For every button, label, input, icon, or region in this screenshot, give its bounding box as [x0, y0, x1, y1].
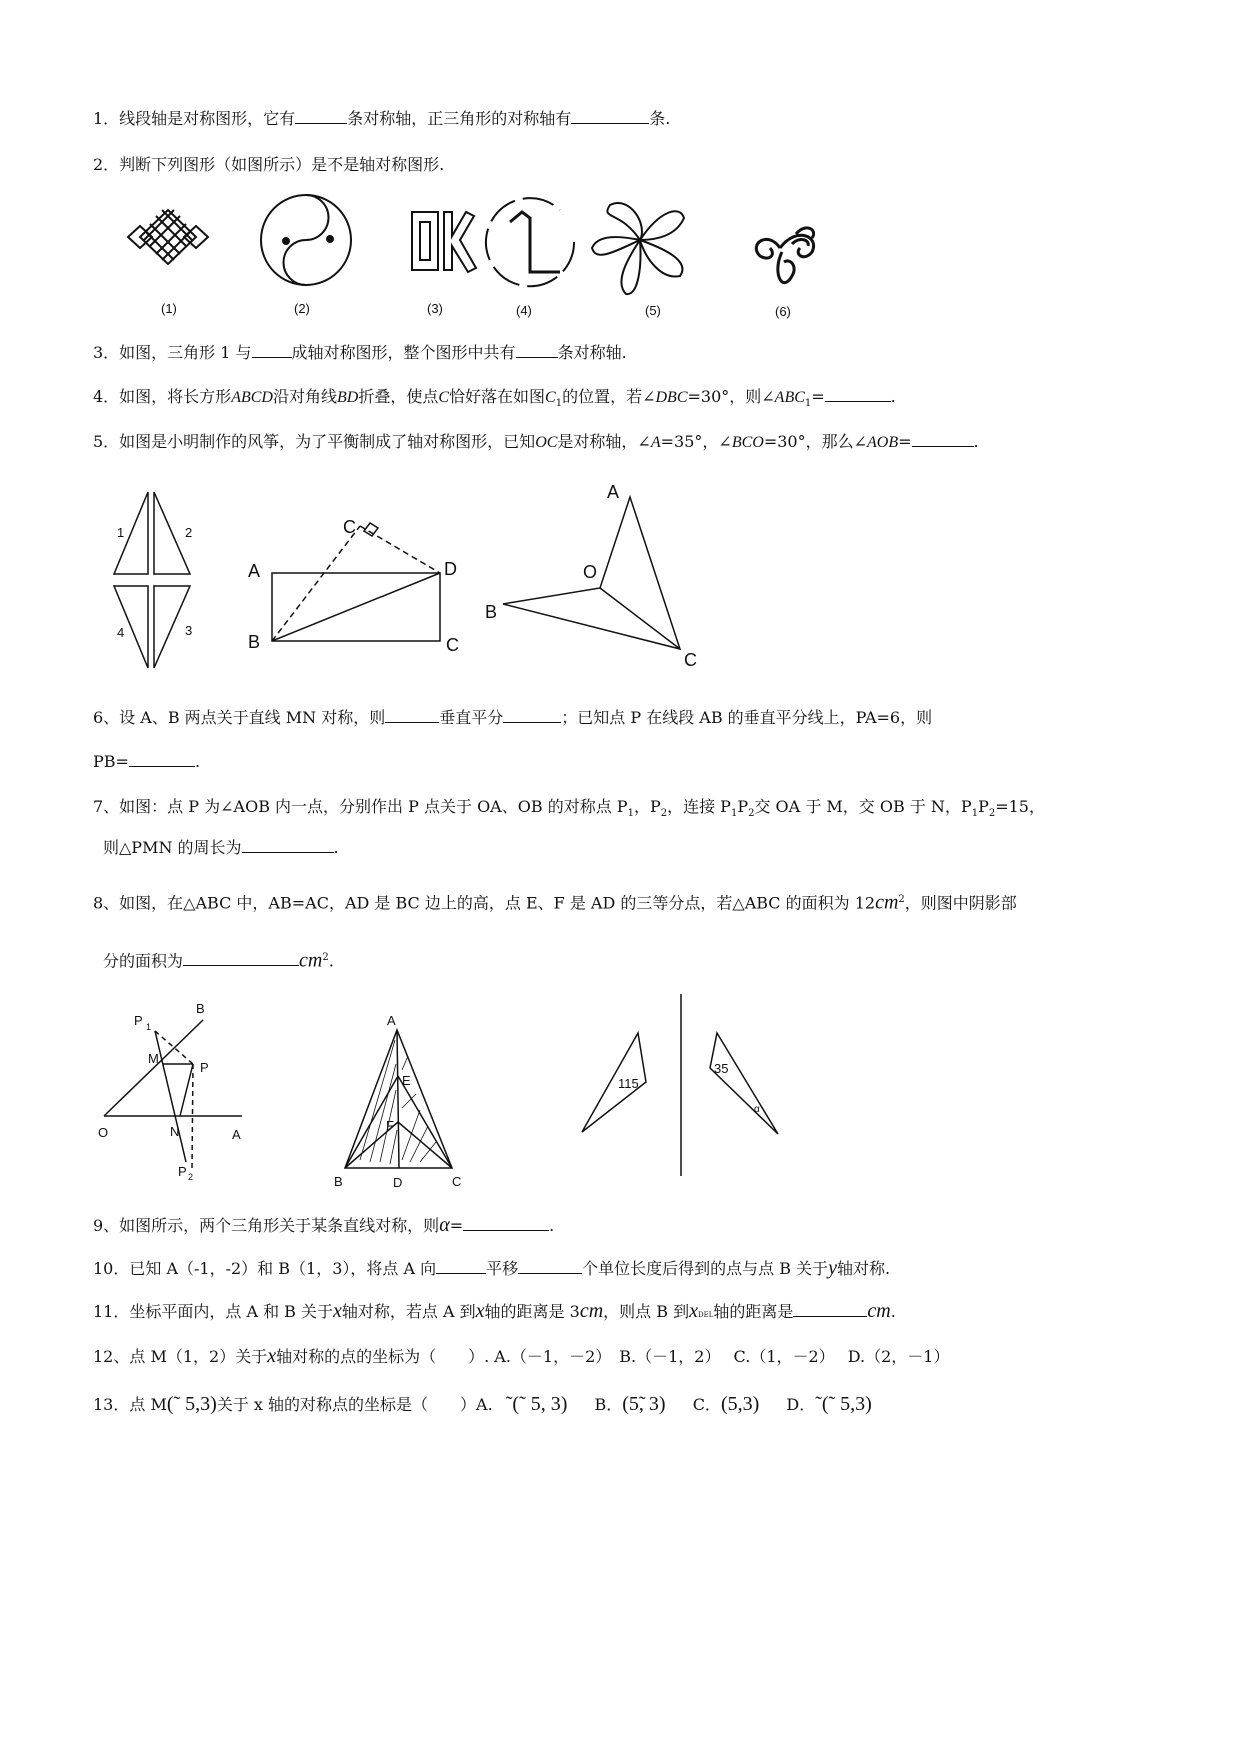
- q8-sup: 2: [322, 952, 329, 963]
- angle-reflection-figure: [104, 1020, 242, 1168]
- q4-text: .: [890, 387, 896, 406]
- q11-text: 轴对称，若点 A 到: [341, 1302, 476, 1321]
- q4-sub: 1: [555, 398, 563, 410]
- q13-text: B．: [594, 1395, 623, 1414]
- q4-text: 4．如图，将长方形: [93, 387, 232, 406]
- q10-y: y: [828, 1257, 837, 1279]
- q5-text: =35°，∠: [660, 432, 732, 451]
- q11-unit: cm: [867, 1300, 891, 1322]
- symmetric-triangles-figure: [582, 994, 778, 1176]
- q7-text: 则△PMN 的周长为: [103, 838, 242, 857]
- angle-label: 35: [714, 1061, 729, 1076]
- pt-label: A: [232, 1127, 241, 1142]
- angle-label: α: [754, 1104, 760, 1115]
- q3-text-b: 成轴对称图形，整个图形中共有: [291, 343, 516, 362]
- q5-text: .: [973, 432, 979, 451]
- q6-text: PB=: [93, 752, 129, 771]
- knot-figure: [128, 210, 208, 264]
- pt-label: A: [607, 482, 620, 502]
- pt-label: F: [386, 1118, 394, 1133]
- q4-text: =: [811, 387, 825, 406]
- q7-sub: 2: [988, 808, 996, 820]
- q7-text: ，P: [633, 797, 661, 816]
- q5-text: 是对称轴，∠: [557, 432, 651, 451]
- q7-sub: 2: [748, 808, 755, 820]
- q4-text: 折叠，使点: [358, 387, 439, 406]
- q5-bco: BCO: [731, 434, 764, 451]
- q11-text: 轴的距离是 3: [484, 1302, 580, 1321]
- fig-label: (1): [161, 301, 177, 316]
- pt-label: 2: [188, 1172, 194, 1182]
- pt-label: B: [248, 632, 261, 652]
- fig-label: (2): [294, 301, 310, 316]
- q4-bd: BD: [336, 389, 359, 406]
- q13-text: D．: [786, 1395, 816, 1414]
- q13-option-b: (5̃, 3): [622, 1393, 666, 1415]
- q5-text: 5．如图是小明制作的风筝，为了平衡制成了轴对称图形，已知: [93, 432, 536, 451]
- pt-label: 1: [146, 1022, 152, 1032]
- q8-sup: 2: [898, 894, 905, 905]
- q13-text: 13．点 M: [93, 1395, 167, 1414]
- q6-text: ；已知点 P 在线段 AB 的垂直平分线上，PA=6，则: [561, 708, 933, 727]
- pt-label: D: [393, 1175, 403, 1190]
- q3-text-c: 条对称轴.: [557, 343, 627, 362]
- tri-label: 4: [117, 625, 125, 640]
- q13-text: 关于 x 轴的对称点的坐标是（ ）A.: [216, 1395, 493, 1414]
- tri-label: 2: [185, 525, 193, 540]
- q4-text: =30°，则∠: [687, 387, 775, 406]
- question-2: 2．判断下列图形（如图所示）是不是轴对称图形.: [93, 155, 445, 174]
- q1-text-b: 条对称轴，正三角形的对称轴有: [347, 109, 572, 128]
- pt-label: P: [178, 1164, 187, 1179]
- q11-text: ，则点 B 到: [603, 1302, 690, 1321]
- q1-text-c: 条.: [649, 109, 671, 128]
- q9-text: =: [449, 1216, 464, 1235]
- q4-dbc: DBC: [655, 389, 688, 406]
- pt-label: C: [343, 517, 356, 537]
- pt-label: C: [684, 650, 697, 670]
- pt-label: N: [170, 1124, 180, 1139]
- q10-text: 平移: [486, 1259, 519, 1278]
- angle-label: 115: [618, 1076, 639, 1091]
- q11-x: x: [475, 1300, 485, 1322]
- q5-aob: AOB: [867, 434, 899, 451]
- q13-option-d: ˜(˜ 5,3): [815, 1393, 872, 1415]
- q5-oc: OC: [535, 434, 558, 451]
- q7-text: P: [737, 797, 749, 816]
- q4-sub: 1: [804, 398, 812, 410]
- pt-label: M: [148, 1051, 159, 1066]
- tri-label: 3: [185, 623, 193, 638]
- q12-text: 12、点 M（1，2）关于: [93, 1347, 268, 1366]
- q10-text: 轴对称.: [836, 1259, 891, 1278]
- q6-text: 垂直平分: [439, 708, 504, 727]
- rectangle-fold-figure: [272, 523, 440, 641]
- flower-figure: [592, 203, 684, 294]
- q4-text: 恰好落在如图: [449, 387, 546, 406]
- pt-label: O: [98, 1125, 109, 1140]
- fig-label: (4): [516, 303, 532, 318]
- q11-unit: cm: [579, 1300, 604, 1322]
- q13-point: (˜ 5,3): [166, 1393, 217, 1415]
- q4-text: 的位置，若∠: [562, 387, 656, 406]
- pt-label: B: [196, 1001, 205, 1016]
- q7-text: 交 OA 于 M，交 OB 于 N，P: [754, 797, 972, 816]
- q9-text: .: [549, 1216, 555, 1235]
- fig-label: (5): [645, 303, 661, 318]
- q4-c1: C: [545, 389, 556, 406]
- pt-label: A: [387, 1013, 396, 1028]
- q7-text: .: [333, 838, 339, 857]
- q11-text: 11．坐标平面内，点 A 和 B 关于: [93, 1302, 334, 1321]
- q7-sub: 1: [627, 808, 634, 820]
- q6-text: .: [194, 752, 201, 771]
- q4-abc1: ABC: [774, 389, 805, 406]
- q7-text: ，连接 P: [667, 797, 731, 816]
- pt-label: O: [583, 562, 598, 582]
- pt-label: P: [200, 1060, 209, 1075]
- yin-yang-figure: [261, 195, 351, 285]
- q11-x: x: [333, 1300, 342, 1322]
- q7-sub: 1: [971, 808, 979, 820]
- pt-label: P: [134, 1013, 143, 1028]
- row2-labels: [98, 1001, 760, 1190]
- fig-label: (6): [775, 304, 791, 319]
- q7-text: 7、如图：点 P 为∠AOB 内一点，分别作出 P 点关于 OA、OB 的对称点 P: [93, 797, 628, 816]
- q10-text: 个单位长度后得到的点与点 B 关于: [582, 1259, 829, 1278]
- q8-text: ，则图中阴影部: [904, 893, 1017, 913]
- q7-text: =15，: [995, 797, 1045, 816]
- q5-text: =30°，那么∠: [763, 432, 867, 451]
- pt-label: D: [444, 559, 457, 579]
- pt-label: B: [334, 1174, 343, 1189]
- q12-x: x: [267, 1345, 277, 1367]
- q9-alpha: α: [439, 1214, 450, 1236]
- pt-label: E: [402, 1073, 411, 1088]
- q13-text: C．: [692, 1395, 721, 1414]
- q11-del: DEL: [697, 1311, 714, 1319]
- fig-label: (3): [427, 301, 443, 316]
- q6-text: 6、设 A、B 两点关于直线 MN 对称，则: [93, 708, 386, 727]
- q7-text: P: [978, 797, 989, 816]
- q1-text-a: 1．线段轴是对称图形，它有: [93, 109, 296, 128]
- q8-unit: cm: [299, 949, 323, 972]
- q4-text: 沿对角线: [272, 387, 337, 406]
- row1-labels: [117, 482, 697, 670]
- q12-text: 轴对称的点的坐标为（ ）. A.（－1，－2） B.（－1，2） C.（1，－2） D.（2，－1）: [276, 1347, 950, 1366]
- pt-label: C: [446, 635, 459, 655]
- q8-text: 分的面积为: [103, 951, 184, 971]
- ok-figure: [412, 212, 476, 272]
- q11-x: x: [689, 1300, 698, 1322]
- q4-c: C: [438, 389, 449, 406]
- q13-option-a: ˜(˜ 5, 3): [505, 1393, 568, 1415]
- four-triangles-figure: [114, 492, 193, 668]
- shaded-triangle-figure: [345, 1030, 452, 1168]
- q8-unit: cm: [875, 891, 899, 914]
- q7-sub: 1: [730, 808, 738, 820]
- q8-text: .: [328, 951, 334, 971]
- q4-abcd: ABCD: [231, 389, 273, 406]
- q8-text: 8、如图，在△ABC 中，AB=AC，AD 是 BC 边上的高，点 E、F 是 AD 的三等分点，若△ABC 的面积为 12: [93, 893, 876, 913]
- q11-text: 轴的距离是: [713, 1302, 794, 1321]
- q3-text-a: 3．如图，三角形 1 与: [93, 343, 252, 362]
- pt-label: B: [485, 602, 498, 622]
- pt-label: A: [248, 561, 261, 581]
- q13-option-c: (5,3): [720, 1393, 760, 1415]
- q10-text: 10．已知 A（-1，-2）和 B（1，3），将点 A 向: [93, 1259, 437, 1278]
- pt-label: C: [452, 1174, 462, 1189]
- scroll-figure: [756, 228, 813, 283]
- q11-text: .: [890, 1302, 896, 1321]
- figure-labels: [161, 301, 791, 319]
- q5-text: =: [898, 432, 912, 451]
- tri-label: 1: [117, 525, 125, 540]
- q7-sub: 2: [660, 808, 668, 820]
- q5-a: A: [650, 434, 661, 451]
- circle-l-figure: [486, 198, 574, 286]
- q9-text: 9、如图所示，两个三角形关于某条直线对称，则: [93, 1216, 440, 1235]
